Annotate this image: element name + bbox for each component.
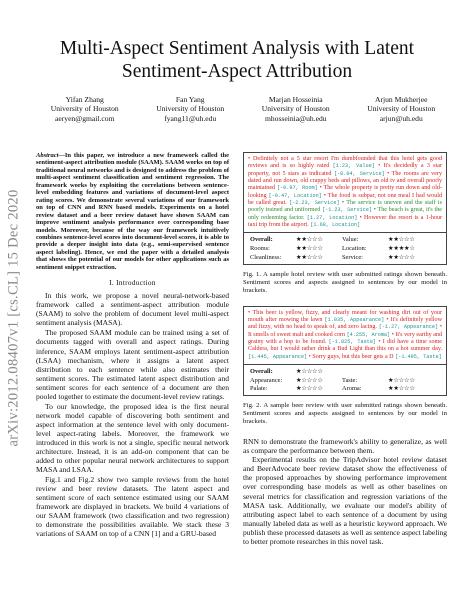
review-sentence: • The beach is great, it's the only redeeming factor. xyxy=(248,207,442,221)
rating-label: Cleanliness: xyxy=(250,253,282,261)
review-sentence: • Definitely not a 5 star resort I'm dumbfounded that this hotel gets good reviews and is so highly rated xyxy=(248,156,442,170)
review-sentence: • This beer is yellow, fizzy, and clearly meant for washing dirt out of your mouth after mowing the lawn xyxy=(248,309,442,323)
star-rating-icon: ★☆☆☆☆ xyxy=(296,385,323,393)
body-paragraph: RNN to demonstrate the framework's ability to generalize, as well as compare the performance between them. xyxy=(243,437,447,456)
star-rating-icon: ★★★★☆ xyxy=(388,245,415,253)
aspect-score-tag: [1.27, Location] xyxy=(306,214,358,221)
aspect-score-tag: [4.255, Aroma] xyxy=(346,331,391,338)
paper-title: Multi-Aspect Sentiment Analysis with Latent Sentiment-Aspect Attribution xyxy=(59,38,415,82)
star-rating-icon: ★★☆☆☆ xyxy=(296,236,323,244)
aspect-score-tag: [-1.825, Taste] xyxy=(328,339,377,345)
star-rating-icon: ★☆☆☆☆ xyxy=(296,376,323,384)
author-block xyxy=(243,95,349,123)
rating-label: Appearance: xyxy=(250,376,283,384)
review-sentence: • The rooms are very dated and run down, old crappy beds and pillows, an old tv and overall poorly maintained xyxy=(248,170,442,192)
author-affiliation: University of Houston xyxy=(50,104,119,114)
star-rating-icon: ★★☆☆☆ xyxy=(296,245,323,253)
star-rating-icon: ★☆☆☆☆ xyxy=(296,368,323,376)
body-paragraph: To our knowledge, the proposed idea is the first neural network model capable of discovering both sentiment and aspect information at the sentence level with only document-level aspect-rating labels. Moreover, the framework we introduced in this work is not a single, specific neural network architecture. Instead, it is an add-on component that can be added to other popular neural network architectures to support MASA and LSAA. xyxy=(36,401,229,475)
arxiv-stamp-text: arXiv:2012.08407v1 [cs.CL] 15 Dec 2020 xyxy=(5,189,22,447)
aspect-score-tag: [1.23, Value] xyxy=(332,163,375,170)
author-block xyxy=(138,95,244,123)
right-column xyxy=(243,152,447,546)
author-name: Yifan Zhang xyxy=(65,95,104,104)
abstract-dash: — xyxy=(58,152,65,159)
star-rating-icon: ★★☆☆☆ xyxy=(388,236,415,244)
rating-label: Overall: xyxy=(250,236,273,244)
review-sentence: • It's decidedly a 3 star property, not 5 stars as indicated xyxy=(248,163,442,177)
author-block xyxy=(349,95,455,123)
author-email[interactable]: aeryen@gmail.com xyxy=(55,113,115,123)
hotel-ratings-table xyxy=(243,233,447,264)
body-paragraph: Fig.1 and Fig.2 show two sample reviews from the hotel review and beer review datasets. The latent aspect and sentiment score of each sentence estimated using our SAAM framework are displayed in brackets. We build 4 variations of our SAAM framework (two classification and two regression) to demonstrate the possibilities available. We stack these 3 variations of SAAM on top of a CNN [1] and a GRU-based xyxy=(36,475,229,539)
left-column xyxy=(36,152,229,540)
aspect-score-tag: [-1.495, Taste] xyxy=(395,353,442,360)
author-name: Marjan Hosseinia xyxy=(268,95,323,104)
author-affiliation: University of Houston xyxy=(156,104,225,114)
star-rating-icon: ★★☆☆☆ xyxy=(388,253,415,261)
review-sentence: • It smells of sweet malt and cooked corn xyxy=(248,324,442,338)
rating-label: Taste: xyxy=(342,376,358,384)
figure-2-caption: Fig. 2. A sample beer review with user submitted ratings shown beneath. Sentiment scores and aspects assigned to sentences by our model in brackets. xyxy=(243,402,447,426)
aspect-score-tag: [1.68, Location] xyxy=(310,222,361,229)
review-sentence: • The service is uneven and the staff is poorly trained and uniformed xyxy=(248,200,442,214)
aspect-score-tag: [-2.23, Service] xyxy=(288,200,340,207)
author-affiliation: University of Houston xyxy=(261,104,330,114)
rating-label: Service: xyxy=(342,253,363,261)
body-paragraph: Experimental results on the TripAdvisor hotel review dataset and BeerAdvocate beer review dataset show the effectiveness of the proposed approaches by showing performance improvement over corresponding base models as well as other baselines on several metrics for classification and regression variations of the MASA task. Additionally, we evaluate our model's ability of attributing aspect label to each sentence of a document by using manually labeled data as well as a heuristic keyword approach. We publish these processed datasets as well as sentence aspect labeling to better promote researches in this novel task. xyxy=(243,455,447,546)
beer-review-text xyxy=(243,306,447,365)
review-sentence: • It's very earthy and grainy with a hop to be found. xyxy=(248,331,442,345)
author-affiliation: University of Houston xyxy=(367,104,436,114)
review-sentence: • The food is subpar, not one meal I had would be called great. xyxy=(248,192,442,207)
abstract-text: In this paper, we introduce a new framework called the sentiment-aspect attribution module (SAAM). SAAM works on top of traditional neural networks and is designed to address the problem of multi-aspect sentiment classification and sentiment regression. The framework works by exploiting the correlations between sentence-level embedding features and variations of document-level aspect rating scores. We demonstrate several variations of our framework on top of CNN and RNN based models. Experiments on a hotel review dataset and a beer review dataset have shown SAAM can improve sentiment analysis performance over corresponding base models. Moreover, because of the way our framework intuitively combines sentence-level scores into document-level scores, it is able to provide a deeper insight into data (e.g., semi-supervised sentence aspect labeling). Hence, we end the paper with a detailed analysis that shows the potential of our models for other applications such as sentiment snippet extraction. xyxy=(36,152,230,271)
abstract-label: Abstract xyxy=(36,152,59,159)
abstract xyxy=(36,152,229,271)
review-sentence: • However the resort is a 1-hour taxi trip from the airport. xyxy=(248,214,443,229)
author-list xyxy=(32,95,454,123)
aspect-score-tag: [1.445, Appearance] xyxy=(248,353,308,360)
author-name: Arjun Mukherjee xyxy=(374,95,428,104)
author-name: Fan Yang xyxy=(175,95,205,104)
aspect-score-tag: [-0.97, Room] xyxy=(276,185,318,192)
beer-ratings-table xyxy=(243,365,447,396)
rating-label: Rooms: xyxy=(250,245,270,253)
rating-label: Overall: xyxy=(250,368,273,376)
section-heading: I. Introduction xyxy=(109,278,156,288)
figure-1-caption: Fig. 1. A sample hotel review with user submitted ratings shown beneath. Sentiment scores and aspects assigned to sentences by our model in brackets. xyxy=(243,270,447,294)
arxiv-stamp xyxy=(5,168,23,468)
aspect-score-tag: [-1.27, Appearance] xyxy=(378,324,439,331)
hotel-review-text xyxy=(243,152,447,233)
author-email[interactable]: arjun@uh.edu xyxy=(379,113,423,123)
star-rating-icon: ★★☆☆☆ xyxy=(388,385,415,393)
review-sentence: • The whole property is pretty run down and old-looking xyxy=(248,185,442,199)
star-rating-icon: ★★☆☆☆ xyxy=(296,253,323,261)
aspect-score-tag: [1.035, Appearance] xyxy=(324,316,385,323)
author-email[interactable]: fyang11@uh.edu xyxy=(164,113,217,123)
author-email[interactable]: mhosseinia@uh.edu xyxy=(264,113,327,123)
aspect-score-tag: [-0.04, Service] xyxy=(333,170,385,177)
aspect-score-tag: [-0.47, Location] xyxy=(268,192,322,199)
rating-label: Aroma: xyxy=(342,385,362,393)
rating-label: Location: xyxy=(342,245,367,253)
body-paragraph: In this work, we propose a novel neural-network-based framework called a sentiment-aspect attribution module (SAAM) to solve the problem of document level multi-aspect sentiment analysis (MASA). xyxy=(36,291,229,328)
author-block xyxy=(32,95,138,123)
star-rating-icon: ★☆☆☆☆ xyxy=(388,376,415,384)
rating-label: Palate: xyxy=(250,385,268,393)
rating-label: Value: xyxy=(342,236,359,244)
body-paragraph: The proposed SAAM module can be trained using a set of documents tagged with overall and aspect ratings. During inference, SAAM employs latent sentiment-aspect attribution (LSAA) mechanism, where it assigns a latent aspect distribution to each sentence while also estimates their sentiment scores. The estimated latent aspect distribution and sentiment scores for each sentence of a document are then pooled together to estimate the document-level review ratings. xyxy=(36,328,229,401)
review-sentence: • Sorry guys, but this beer gets a D xyxy=(307,353,396,360)
review-sentence: • I did have a time some Caldera, but I would rather drink a Bud Light than this on a hot summer day. xyxy=(248,339,443,353)
aspect-score-tag: [-1.23, Service] xyxy=(321,207,373,214)
review-sentence: • It's definitely yellow and fizzy, with no head to speak of, and zero lacing. xyxy=(248,316,442,331)
